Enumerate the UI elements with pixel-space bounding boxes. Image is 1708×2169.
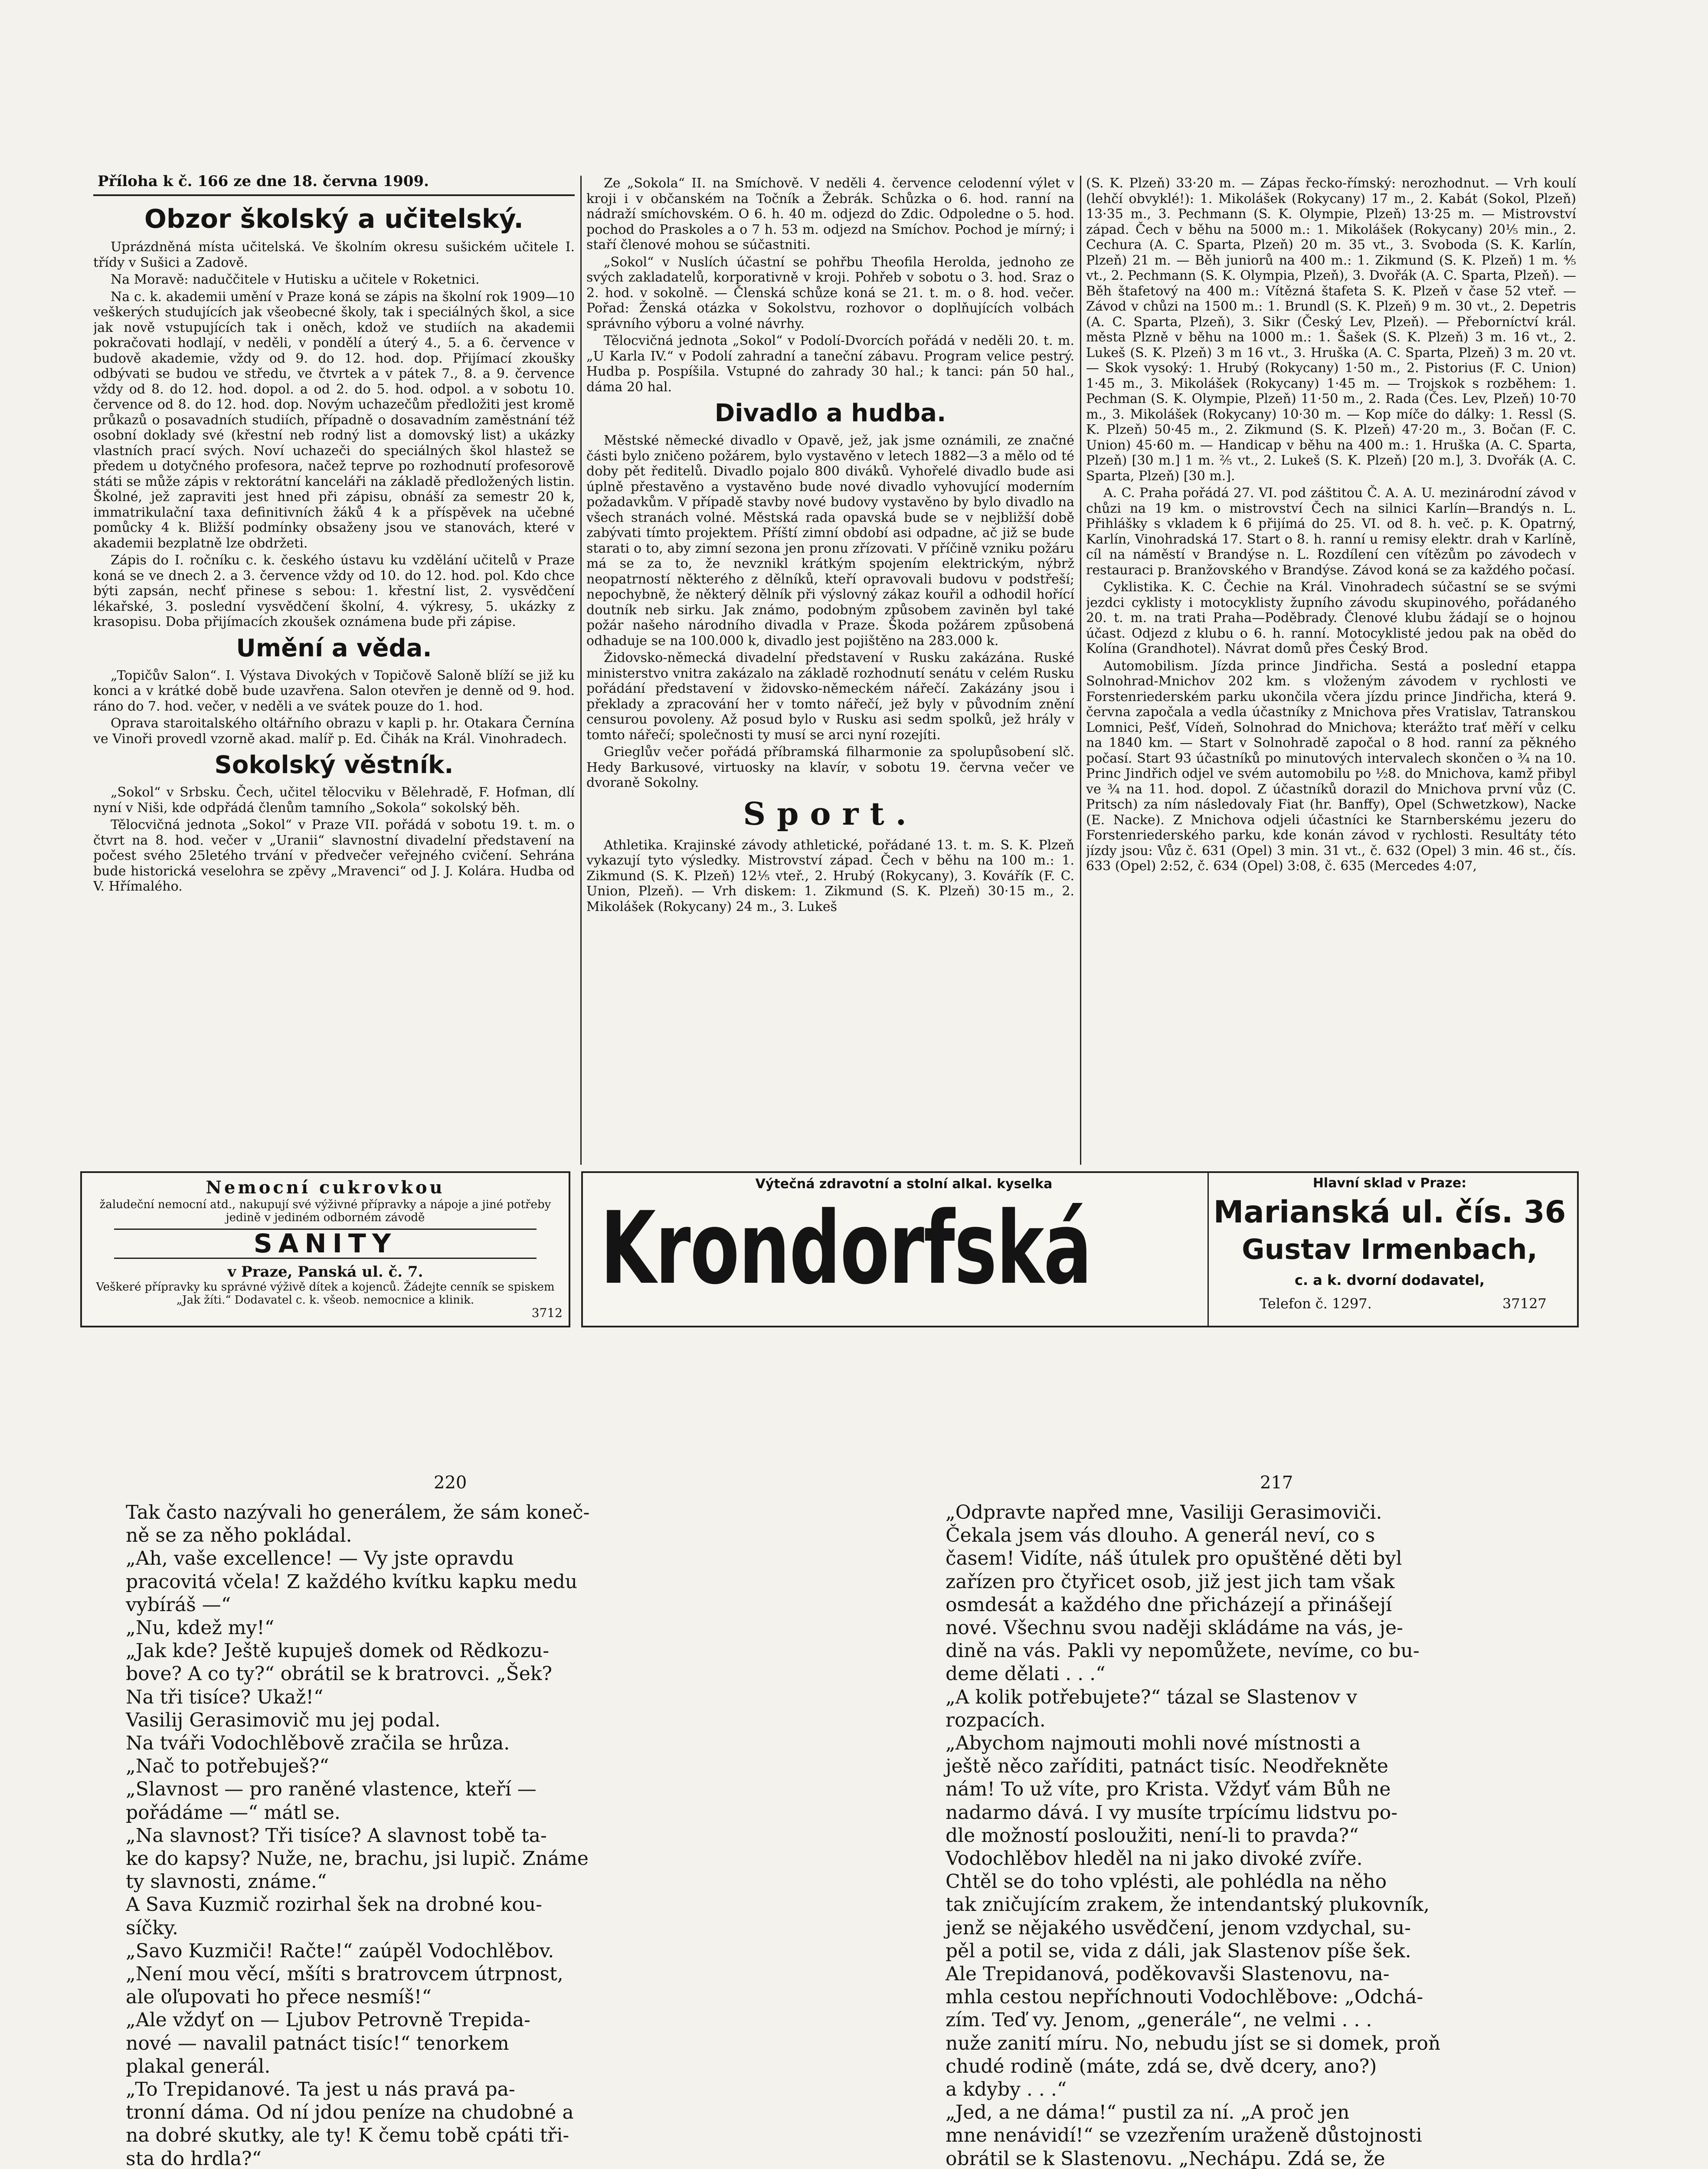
book-line: Vasilij Gerasimovič mu jej podal. <box>126 1709 441 1731</box>
book-line: Na tváři Vodochlěbově zračila se hrůza. <box>126 1732 510 1755</box>
book-line: dině na vás. Pakli vy nepomůžete, nevíme, co bu- <box>946 1640 1420 1662</box>
book-line: ale oľupovati ho přece nesmíš!“ <box>126 1986 432 2008</box>
book-line: obrátil se k Slastenovu. „Nechápu. Zdá se, že <box>946 2147 1385 2169</box>
theatre-para: Městské německé divadlo v Opavě, jež, jak jsme oznámili, ze značné části bylo zničeno požárem, bylo vystavěno v letech 1882—3 a mělo od té doby pět ředitelů. Divadlo pojalo 800 diváků. Vyhořelé divadlo bude asi úplně přestavěno a vystavěno bude nové divadlo vyhovující moderním požadavkům. V případě stavby nové budovy vystavěno by bylo divadlo na všech stranách volné. Městská rada opavská bude se v nejbližší době zabývati tímto projektem. Příští zimní období asi odpadne, ač již se bude starati o to, aby zimní sezona jen pronu zřízovati. V příčině vzniku požáru má se za to, že nevznikl krátkým spojením elektrickým, nýbrž neopatrností některého z dělníků, kteří opravovali budovu v podstřeší; nepochybně, že některý dělník při výslovný zákaz kouřil a odhodil hořící doutník neb sirku. Jak známo, podobným způsobem zaviněn byl také požár našeho národního divadla v Praze. Škoda požárem způsobená odhaduje se na 100.000 k, divadlo jest pojištěno na 283.000 k. <box>586 433 1074 649</box>
theatre-para: Grieglův večer pořádá příbramská filharmonie za spolupůsobení slč. Hedy Barkusové, virtuosky na klavír, v sobotu 19. června večer ve dvoraně Sokolny. <box>586 744 1074 790</box>
krondorf-ad-phone: Telefon č. 1297. <box>1260 1295 1372 1312</box>
book-line: vybíráš —“ <box>126 1593 231 1616</box>
book-line: osmdesát a každého dne přicházejí a přinášejí <box>946 1593 1392 1616</box>
book-line: nové. Všechnu svou naději skládáme na vás, je- <box>946 1617 1403 1639</box>
school-para: Uprázdněná místa učitelská. Ve školním okresu sušickém učitele I. třídy v Sušici a Zadově. <box>93 239 575 270</box>
krondorf-ad-brand: Krondorfská <box>600 1191 1092 1307</box>
book-line: „Jed, a ne dáma!“ pustil za ní. „A proč jen <box>946 2101 1350 2124</box>
book-line: nové — navalil patnáct tisíc!“ tenorkem <box>126 2032 509 2054</box>
book-line: sta do hrdla?“ <box>126 2147 262 2169</box>
book-line: „Abychom najmouti mohli nové místnosti a <box>946 1732 1361 1755</box>
book-line: pracovitá včela! Z každého kvítku kapku medu <box>126 1570 578 1593</box>
book-line: nadarmo dává. I vy musíte trpícímu lidstvu po- <box>946 1801 1398 1824</box>
book-line: tak zničujícím zrakem, že intendantský plukovník, <box>946 1894 1430 1916</box>
school-para: Zápis do I. ročníku c. k. českého ústavu ku vzdělání učitelů v Praze koná se ve dnech 2. a 3. července vždy od 10. do 12. hod. pol. Kdo chce býti zapsán, nechť přinese s sebou: 1. křestní list, 2. vysvědčení lékařské, 3. poslední vysvědčení školní, 4. výkresy, 5. ukázky z krasopisu. Doba přijímacích zkoušek oznámena bude při zápise. <box>93 553 575 629</box>
book-line: „Ah, vaše excellence! — Vy jste opravdu <box>126 1547 514 1570</box>
book-line: Vodochlěbov hleděl na ni jako divoké zvíře. <box>946 1848 1363 1870</box>
book-line: „A kolik potřebujete?“ tázal se Slastenov v <box>946 1686 1358 1708</box>
book-line: „Savo Kuzmiči! Račte!“ zaúpěl Vodochlěbov. <box>126 1940 554 1962</box>
book-line: jenž se nějakého usvědčení, jenom vzdychal, su- <box>946 1917 1411 1939</box>
book-line: „To Trepidanové. Ta jest u nás pravá pa- <box>126 2078 515 2101</box>
book-line: chudé rodině (máte, zdá se, dvě dcery, ano?) <box>946 2055 1377 2077</box>
book-line: Chtěl se do toho vplésti, ale pohlédla na něho <box>946 1871 1387 1893</box>
book-line: Na tři tisíce? Ukaž!“ <box>126 1686 324 1708</box>
book-line: zím. Teď vy. Jenom, „generále“, ne velmi . . . <box>946 2009 1372 2031</box>
theatre-section-title: Divadlo a hudba. <box>714 399 946 427</box>
right-page-number: 217 <box>1260 1473 1293 1493</box>
book-line: plakal generál. <box>126 2055 271 2077</box>
book-line: časem! Vidíte, náš útulek pro opuštěné děti byl <box>946 1547 1402 1570</box>
book-line: „Nu, kdež my!“ <box>126 1617 275 1639</box>
book-line: bove? A co ty?“ obrátil se k bratrovci. „Šek? <box>126 1663 553 1685</box>
sport-para: A. C. Praha pořádá 27. VI. pod záštitou Č. A. A. U. mezinárodní závod v chůzi na 19 km. o mistrovství Čech na silnici Karlín—Brandýs n. L. Přihlášky s vkladem k 6 přijímá do 25. VI. od 8. h. več. p. K. Opatrný, Karlín, Vinohradská 17. Start o 8. h. ranní u remisy elektr. drah v Karlíně, cíl na náměstí v Brandýse n. L. Rozdílení cen vítězům po závodech v restauraci p. Branžovského v Brandýse. Závod koná se za každého počasí. <box>1086 485 1576 578</box>
book-line: mne nenávidí!“ se vzezřením uraženě důstojnosti <box>946 2124 1422 2147</box>
book-line: Čekala jsem vás dlouho. A generál neví, co s <box>946 1524 1375 1547</box>
krondorf-ad-top: Výtečná zdravotní a stolní alkal. kyselka <box>755 1176 1053 1192</box>
book-line: A Sava Kuzmič rozirhal šek na drobné kou- <box>126 1894 542 1916</box>
krondorf-ad-title: c. a k. dvorní dodavatel, <box>1295 1272 1485 1288</box>
school-para: Na c. k. akademii umění v Praze koná se zápis na školní rok 1909—10 veškerých studujících jak všeobecné školy, tak i speciálných škol, a sice jak nově vstupujících tak i oněch, kdož ve studiích na akademii pokračovati hodlají, v neděli, v pondělí a úterý 4., 5. a 6. července v budově akademie, vždy od 9. do 12. hod. dop. Přijímací zkoušky odbývati se budou ve středu, ve čtvrtek a v pátek 7., 8. a 9. července vždy od 8. do 12. hod. dopol. a od 2. do 5. hod. odpol. a v sobotu 10. července od 8. do 12. hod. dop. Novým uchazečům předložiti jest kromě průkazů o posavadních studiích, případně o dosavadním zaměstnání též osobní doklady své (křestní neb rodný list a domovský list) a ukázky vlastních prací svých. Noví uchazeči do speciálných škol hlastež se předem u dotyčného profesora, načež teprve po rozhodnutí profesorově státi se může zápis v rektorátní kanceláři na základě předložených listin. Školné, jež zapraviti jest hned při zápisu, obnáší za semestr 20 k, immatrikulační taxa definitivních žáků 4 k a příspěvek na učebné pomůcky 4 k. Bližší podmínky obsaženy jsou ve stanovách, které v akademii bezplatně lze obdržeti. <box>93 289 575 551</box>
header-underline <box>93 194 575 196</box>
krondorf-advertisement <box>581 1171 1579 1327</box>
sport-section-title: Sport. <box>743 795 918 832</box>
book-line: tronní dáma. Od ní jdou peníze na chudobné a <box>126 2101 574 2124</box>
book-line: zařízen pro čtyřicet osob, již jest jich tam však <box>946 1570 1395 1593</box>
krondorf-ad-code: 37127 <box>1502 1295 1547 1312</box>
krondorf-ad-street: Marianská ul. čís. 36 <box>1213 1194 1566 1230</box>
book-line: pěl a potil se, vida z dáli, jak Slastenov píše šek. <box>946 1940 1411 1962</box>
newspaper-header: Příloha k č. 166 ze dne 18. června 1909. <box>98 173 429 190</box>
column-divider <box>580 176 582 1165</box>
book-line: pořádáme —“ mátl se. <box>126 1801 340 1824</box>
book-line: deme dělati . . .“ <box>946 1663 1106 1685</box>
book-line: dle možností posloužiti, není-li to pravda?“ <box>946 1824 1359 1847</box>
book-right-page <box>946 1501 1574 2169</box>
sokol-para: Tělocvičná jednota „Sokol“ v Praze VII. pořádá v sobotu 19. t. m. o čtvrt na 8. hod. večer v „Uranii“ slavnostní divadelní představení na počest svého 25letého trvání v předvečer veřejného cvičení. Sehrána bude historická veselohra se zpěvy „Mravenci“ od J. J. Kolára. Hudba od V. Hřímalého. <box>93 817 575 894</box>
book-line: a kdyby . . .“ <box>946 2078 1067 2101</box>
sport-results-para: (S. K. Plzeň) 33·20 m. — Zápas řecko-římský: nerozhodnut. — Vrh koulí (lehčí obvyklé!): 1. Mikolášek (Rokycany) 17 m., 2. Kabát (Sokol, Plzeň) 13·35 m., 3. Pechmann (S. K. Olympie, Plzeň) 13·25 m. — Mistrovství západ. Čech v běhu na 5000 m.: 1. Mikolášek (Rokycany) 20⅕ min., 2. Cechura (A. C. Sparta, Plzeň) 20 m. 35 vt., 3. Svoboda (S. K. Karlín, Plzeň) 21 m. — Běh juniorů na 400 m.: 1. Zikmund (S. K. Plzeň) 1 m. ⅘ vt., 2. Pechmann (S. K. Olympia, Plzeň), 3. Dvořák (A. C. Sparta, Plzeň). — Běh štafetový na 400 m.: Vítězná štafeta S. K. Plzeň v čase 52 vteř. — Závod v chůzi na 1500 m.: 1. Brundl (S. K. Plzeň) 9 m. 30 vt., 2. Depetris (A. C. Sparta, Plzeň), 3. Sikr (Český Lev, Plzeň). — Přeborníctví král. města Plzně v běhu na 1000 m.: 1. Šašek (S. K. Plzeň) 3 m. 16 vt., 2. Lukeš (S. K. Plzeň) 3 m 16 vt., 3. Hruška (A. C. Sparta, Plzeň) 3 m. 20 vt. — Skok vysoký: 1. Hrubý (Rokycany) 1·50 m., 2. Pistorius (F. C. Union) 1·45 m., 3. Mikolášek (Rokycany) 1·45 m. — Trojskok s rozběhem: 1. Pechman (S. K. Olympie, Plzeň) 11·50 m., 2. Rada (Čes. Lev, Plzeň) 10·70 m., 3. Mikolášek (Rokycany) 10·30 m. — Kop míče do dálky: 1. Ressl (S. K. Plzeň) 50·45 m., 2. Zikmund (S. K. Plzeň) 47·20 m., 3. Bočan (F. C. Union) 45·60 m. — Handicap v běhu na 400 m.: 1. Hruška (A. C. Sparta, Plzeň) [30 m.] 1 m. ⅖ vt., 2. Lukeš (S. K. Plzeň) [20 m.], 3. Dvořák (A. C. Sparta, Plzeň) [30 m.]. <box>1086 176 1576 484</box>
book-line: Tak často nazývali ho generálem, že sám koneč- <box>126 1501 590 1524</box>
left-page-number: 220 <box>434 1473 467 1493</box>
sanity-ad-address: v Praze, Panská ul. č. 7. <box>227 1263 423 1281</box>
book-line: „Odpravte napřed mne, Vasiliji Gerasimoviči. <box>946 1501 1382 1524</box>
book-line: ke do kapsy? Nuže, ne, brachu, jsi lupič. Známe <box>126 1848 589 1870</box>
sokol-section-title: Sokolský věstník. <box>214 751 454 779</box>
book-line: „Na slavnost? Tři tisíce? A slavnost tobě ta- <box>126 1824 547 1847</box>
right-column <box>1086 176 1576 1163</box>
sanity-ad-brand: SANITY <box>114 1229 537 1259</box>
sport-para: Athletika. Krajinské závody athletické, pořádané 13. t. m. S. K. Plzeň vykazují tyto výsledky. Mistrovství západ. Čech v běhu na 100 m.: 1. Zikmund (S. K. Plzeň) 12⅕ vteř., 2. Hrubý (Rokycany), 3. Kovářík (F. C. Union, Plzeň). — Vrh diskem: 1. Zikmund (S. K. Plzeň) 30·15 m., 2. Mikolášek (Rokycany) 24 m., 3. Lukeš <box>586 837 1074 914</box>
book-line: nám! To už víte, pro Krista. Vždyť vám Bůh ne <box>946 1778 1391 1801</box>
sanity-ad-title: Nemocní cukrovkou <box>206 1177 445 1198</box>
sanity-ad-text2: Veškeré přípravky ku správné výživě dítek a kojenců. Žádejte cenník se spiskem „Jak žíti.“ Dodavatel c. k. všeob. nemocnice a klinik. <box>96 1281 555 1307</box>
ad-divider <box>1207 1173 1209 1327</box>
book-line: „Ale vždyť on — Ljubov Petrovně Trepida- <box>126 2009 530 2031</box>
book-line: ně se za něho pokládal. <box>126 1524 352 1547</box>
sanity-ad-text: žaludeční nemocní atd., nakupují své výživné přípravky a nápoje a jiné potřeby jedině v jediném odborném závodě <box>99 1198 551 1224</box>
book-line: „Jak kde? Ještě kupuješ domek od Rědkozu- <box>126 1640 550 1662</box>
sport-para: Automobilism. Jízda prince Jindřicha. Sestá a poslední etappa Solnohrad-Mnichov 202 km. s vloženým závodem v rychlosti ve Forstenriederském parku ukončila včera jízdu prince Jindřicha, která 9. června započala a vedla účastníky z Mnichova přes Vratislav, Tatranskou Lomnici, Pešť, Vídeň, Solnohrad do Mnichova; kterážto trať měří v celku na 1840 km. — Start v Solnohradě započal o 8 hod. ranní za pěkného počasí. Start 93 účastníků po minutových intervalech skončen o ¾ na 10. Princ Jindřich odjel ve svém automobilu po ½8. do Mnichova, kamž přibyl ve ¾ na 11. hod. dopol. Z účastníků dorazil do Mnichova první vůz (C. Pritsch) za ním následovaly Fiat (hr. Banffy), Opel (Schwetzkow), Nacke (E. Nacke). Z Mnichova odjeli účastníci ke Starnberskému jezeru do Forstenriederského parku, kde konán závod v rychlosti. Resultáty této jízdy jsou: Vůz č. 631 (Opel) 3 min. 31 vt., č. 632 (Opel) 3 min. 46 st., čís. 633 (Opel) 2:52, č. 634 (Opel) 3:08, č. 635 (Mercedes 4:07, <box>1086 658 1576 874</box>
art-para: „Topičův Salon“. I. Výstava Divokých v Topičově Saloně blíží se již ku konci a v krátké době bude uzavřena. Salon otevřen je denně od 9. hod. ráno do 7. hod. večer, v neděli a ve svátek pouze do 1. hod. <box>93 668 575 714</box>
left-column <box>93 200 575 1147</box>
sanity-ad-code: 3712 <box>531 1306 563 1320</box>
column-divider <box>1080 176 1081 1165</box>
sokol-news-para: Ze „Sokola“ II. na Smíchově. V neděli 4. července celodenní výlet v kroji i v občanském na Točník a Žebrák. Schůzka o 6. hod. ranní na nádraží smíchovském. O 6. h. 40 m. odjezd do Zdic. Odpoledne o 5. hod. pochod do Praskoles a o 7 h. 53 m. odjezd na Smíchov. Pochod je mírný; i staří členové mohou se súčastniti. <box>586 176 1074 252</box>
school-section-title: Obzor školský a učitelský. <box>144 204 524 234</box>
theatre-para: Židovsko-německá divadelní představení v Rusku zakázána. Ruské ministerstvo vnitra zakázalo na základě rozhodnutí senátu v celém Rusku pořádání představení v židovsko-německém nářečí. Zakázány jsou i překlady a zpracování her v tomto nářečí, jež byly v původním znění censurou povoleny. Až posud bylo v Rusku asi sedm spolků, jež hrály v tomto nářečí; společnosti ty musí se arci nyní rozejíti. <box>586 650 1074 743</box>
book-line: mhla cestou nepříchnouti Vodochlěbove: „Odchá- <box>946 1986 1423 2008</box>
book-line: nuže zanití míru. No, nebudu jíst se si domek, proň <box>946 2032 1441 2054</box>
krondorf-ad-store-label: Hlavní sklad v Praze: <box>1312 1176 1467 1191</box>
art-para: Oprava staroitalského oltářního obrazu v kapli p. hr. Otakara Černína ve Vinoři provedl vzorně akad. malíř p. Ed. Čihák na Král. Vinohradech. <box>93 716 575 747</box>
book-line: na dobré skutky, ale ty! K čemu tobě cpáti tři- <box>126 2124 569 2147</box>
book-line: „Není mou věcí, mšíti s bratrovcem útrpnost, <box>126 1963 563 1986</box>
book-line: síčky. <box>126 1917 178 1939</box>
krondorf-ad-company: Gustav Irmenbach, <box>1242 1234 1538 1266</box>
book-line: „Slavnost — pro raněné vlastence, kteří — <box>126 1778 537 1801</box>
middle-column <box>586 176 1074 1163</box>
sokol-para: „Sokol“ v Srbsku. Čech, učitel tělocviku v Bělehradě, F. Hofman, dlí nyní v Niši, kde odpřádá členům tamního „Sokola“ sokolský běh. <box>93 785 575 816</box>
art-section-title: Umění a věda. <box>236 634 432 662</box>
sokol-news-para: Tělocvičná jednota „Sokol“ v Podolí-Dvorcích pořádá v neděli 20. t. m. „U Karla IV.“ v Podolí zahradní a taneční zábavu. Program velice pestrý. Hudba p. Pospíšila. Vstupné do zahrady 30 hal.; k tanci: pán 50 hal., dáma 20 hal. <box>586 333 1074 395</box>
book-line: „Nač to potřebuješ?“ <box>126 1755 329 1778</box>
school-para: Na Moravě: naduččitele v Hutisku a učitele v Roketnici. <box>111 272 480 287</box>
sport-para: Cyklistika. K. C. Čechie na Král. Vinohradech súčastní se se svými jezdci cyklisty i motocyklisty župního závodu skupinového, pořádaného 20. t. m. na trati Praha—Poděbrady. Členové klubu žádají se o hojnou účast. Odjezd z klubu o 6. h. ranní. Motocyklisté jedou pak na oběd do Kolína (Grandhotel). Návrat domů přes Český Brod. <box>1086 580 1576 656</box>
sanity-advertisement <box>80 1171 570 1327</box>
book-line: Ale Trepidanová, poděkovavši Slastenovu, na- <box>946 1963 1390 1986</box>
book-line: ještě něco zaříditi, patnáct tisíc. Neodřekněte <box>946 1755 1388 1778</box>
book-line: ty slavnosti, známe.“ <box>126 1871 327 1893</box>
sokol-news-para: „Sokol“ v Nuslích účastní se pohřbu Theofila Heroldа, jednoho ze svých zakladatelů, korporativně v kroji. Pohřeb v sobotu o 3. hod. Sraz o 2. hod. v sokolně. — Členská schůze koná se 21. t. m. o 8. hod. večer. Pořad: Ženská otázka v Sokolstvu, rozhovor o doplňujících volbách správního výboru a volné návrhy. <box>586 254 1074 331</box>
book-left-page <box>126 1501 755 2169</box>
book-line: rozpacích. <box>946 1709 1046 1731</box>
